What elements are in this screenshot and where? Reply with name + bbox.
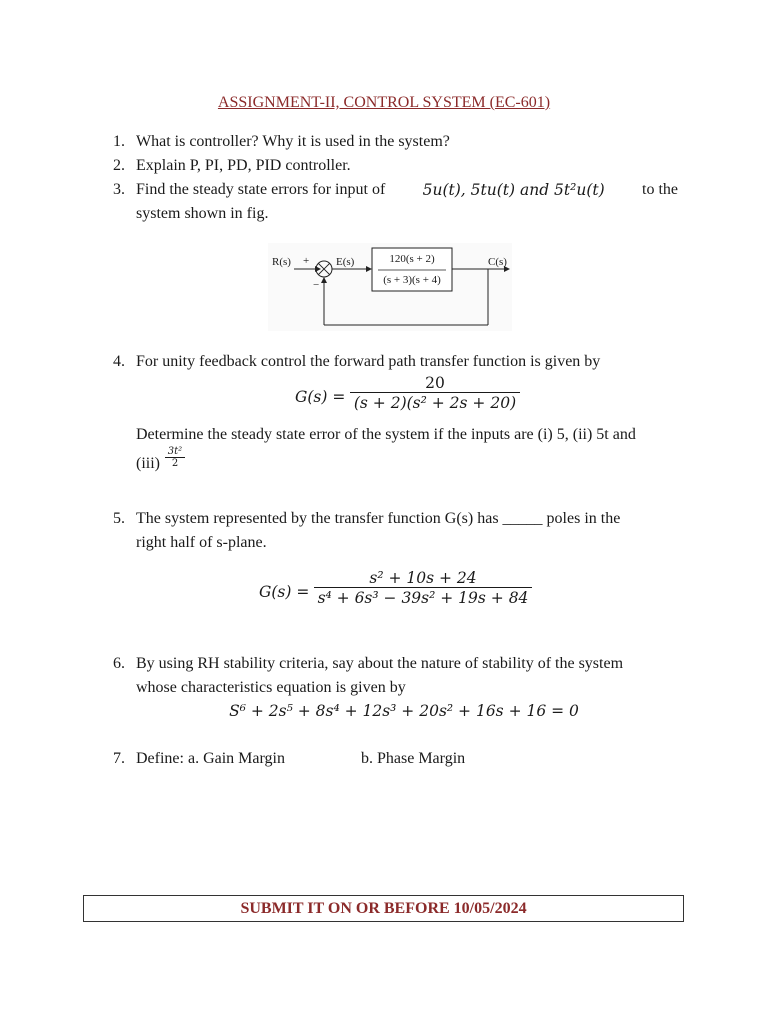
q4-small-fraction xyxy=(165,446,185,469)
q7-text-b: b. Phase Margin xyxy=(361,750,466,767)
q6-text-2: whose characteristics equation is given by xyxy=(136,679,406,696)
diagram-block-denominator: (s + 3)(s + 4) xyxy=(383,274,441,286)
q6-equation: S⁶ + 2s⁵ + 8s⁴ + 12s³ + 20s² + 16s + 16 = 0 xyxy=(229,702,579,720)
q5-denominator: s⁴ + 6s³ − 39s² + 19s + 84 xyxy=(317,589,529,607)
diagram-plus-sign: + xyxy=(303,255,310,267)
q5-numerator: s² + 10s + 24 xyxy=(369,569,477,587)
page-title: ASSIGNMENT-II, CONTROL SYSTEM (EC-601) xyxy=(217,94,551,111)
q2-number: 2. xyxy=(113,157,125,174)
diagram-minus-sign: − xyxy=(313,279,320,291)
q2-text: Explain P, PI, PD, PID controller. xyxy=(136,157,351,174)
diagram-error-label: E(s) xyxy=(336,256,355,268)
q5-text: The system represented by the transfer function G(s) has _____ poles in the xyxy=(136,510,621,527)
q4-text: For unity feedback control the forward path transfer function is given by xyxy=(136,353,601,370)
q3-text-b: to the xyxy=(642,181,678,198)
q4-number: 4. xyxy=(113,353,125,370)
submission-deadline-box xyxy=(83,895,684,922)
q7-text-a: Define: a. Gain Margin xyxy=(136,750,285,767)
q4-small-numerator: 3t² xyxy=(167,446,183,457)
q1-number: 1. xyxy=(113,133,125,150)
q4-text-3: (iii) xyxy=(136,455,160,472)
q1-text: What is controller? Why it is used in the system? xyxy=(136,133,450,150)
q3-line-1 xyxy=(136,181,678,199)
diagram-input-label: R(s) xyxy=(272,256,291,268)
q5-fraction xyxy=(314,569,532,607)
submission-deadline-text: SUBMIT IT ON OR BEFORE 10/05/2024 xyxy=(240,900,527,917)
q4-text-2: Determine the steady state error of the system if the inputs are (i) 5, (ii) 5t and xyxy=(136,426,636,443)
diagram-block-numerator: 120(s + 2) xyxy=(389,253,435,265)
q4-fraction xyxy=(350,374,520,412)
q5-number: 5. xyxy=(113,510,125,527)
q4-denominator: (s + 2)(s² + 2s + 20) xyxy=(353,394,517,412)
q6-text: By using RH stability criteria, say about the nature of stability of the system xyxy=(136,655,624,672)
q4-small-denominator: 2 xyxy=(171,458,179,469)
diagram-output-label: C(s) xyxy=(488,256,507,268)
q3-text-c: system shown in fig. xyxy=(136,205,269,222)
q3-math: 5u(t), 5tu(t) and 5t²u(t) xyxy=(422,181,605,199)
q6-number: 6. xyxy=(113,655,125,672)
q7-number: 7. xyxy=(113,750,125,767)
q5-text-2: right half of s-plane. xyxy=(136,534,267,551)
q4-numerator: 20 xyxy=(425,374,445,392)
q5-lhs: G(s) = xyxy=(259,583,310,601)
q3-number: 3. xyxy=(113,181,125,198)
q3-text-a: Find the steady state errors for input of xyxy=(136,181,386,198)
q4-lhs: G(s) = xyxy=(295,388,346,406)
